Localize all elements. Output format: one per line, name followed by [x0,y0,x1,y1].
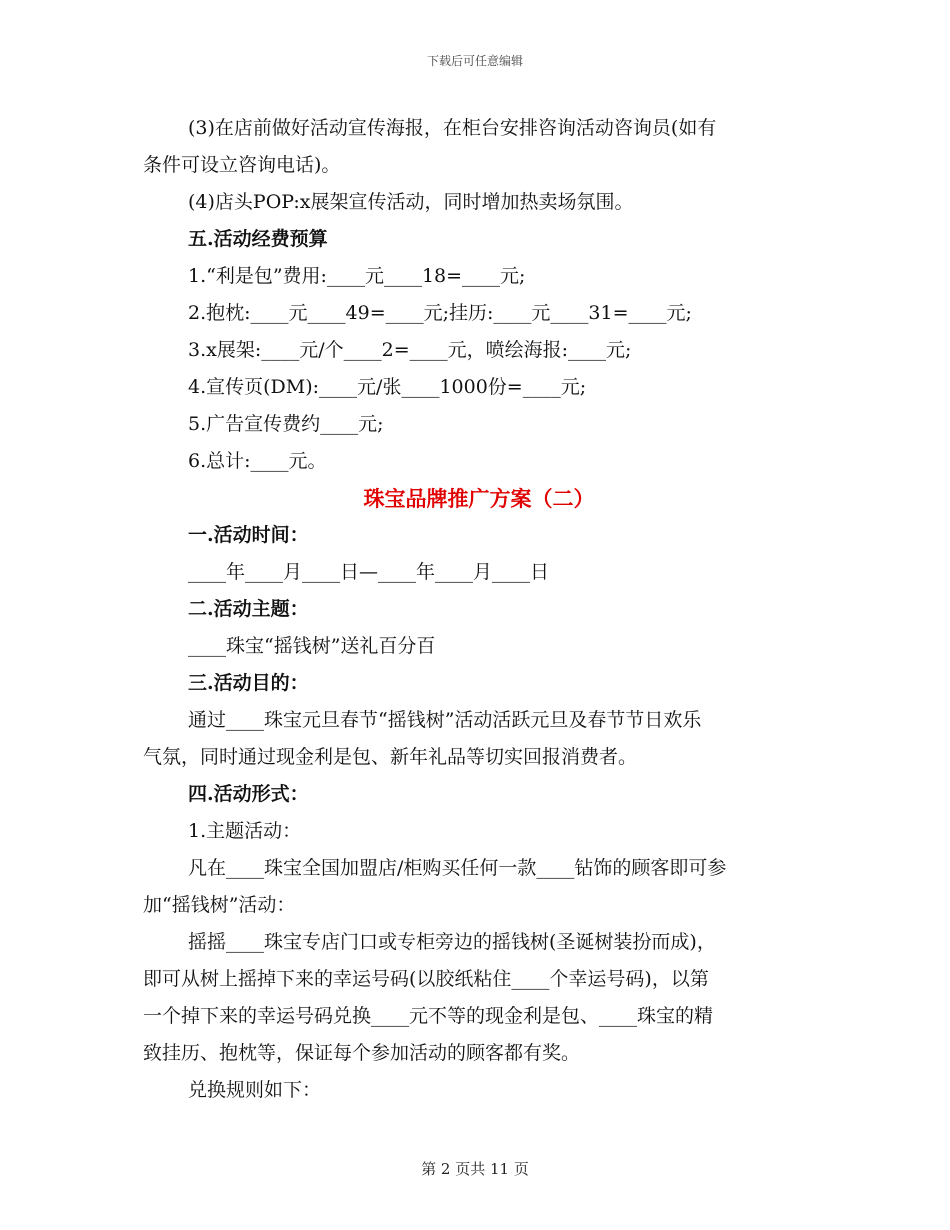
page-footer: 第 2 页共 11 页 [421,1160,529,1178]
text-line: 兑换规则如下： [188,1079,322,1101]
text-line: 4.宣传页(DM):____元/张____1000份=____元; [188,376,587,398]
section-heading: 一.活动时间： [188,524,309,546]
text-line: ____年____月____日—____年____月____日 [188,561,550,583]
document-title: 珠宝品牌推广方案（二） [363,486,595,511]
text-line: 1.“利是包”费用:____元____18=____元; [188,265,526,287]
text-line: 加“摇钱树”活动： [143,894,296,916]
page-header: 下载后可任意编辑 [426,54,523,68]
text-line: 5.广告宣传费约____元; [188,413,384,435]
text-line: 条件可设立咨询电话)。 [143,154,341,176]
text-line: 致挂历、抱枕等，保证每个参加活动的顾客都有奖。 [143,1042,581,1064]
text-line: 通过____珠宝元旦春节“摇钱树”活动活跃元旦及春节节日欢乐 [188,709,702,731]
text-line: (4)店头POP:x展架宣传活动，同时增加热卖场氛围。 [188,191,634,213]
text-line: (3)在店前做好活动宣传海报，在柜台安排咨询活动咨询员(如有 [188,117,717,139]
text-line: 摇摇____珠宝专店门口或专柜旁边的摇钱树(圣诞树装扮而成)， [188,931,716,953]
text-line: ____珠宝“摇钱树”送礼百分百 [188,635,436,657]
text-line: 3.x展架:____元/个____2=____元，喷绘海报:____元; [188,339,632,361]
text-line: 1.主题活动： [188,820,302,842]
section-heading: 二.活动主题： [188,598,309,620]
section-heading: 五.活动经费预算 [188,228,328,250]
text-line: 气氛，同时通过现金利是包、新年礼品等切实回报消费者。 [143,746,638,768]
section-heading: 四.活动形式： [188,783,309,805]
document-body [143,110,815,1109]
text-line: 即可从树上摇掉下来的幸运号码(以胶纸粘住____个幸运号码)，以第 [143,968,709,990]
text-line: 6.总计:____元。 [188,450,327,472]
text-line: 一个掉下来的幸运号码兑换____元不等的现金利是包、____珠宝的精 [143,1005,714,1027]
text-line: 凡在____珠宝全国加盟店/柜购买任何一款____钻饰的顾客即可参 [188,857,727,879]
text-line: 2.抱枕:____元____49=____元;挂历:____元____31=____元; [188,302,692,324]
section-heading: 三.活动目的： [188,672,309,694]
